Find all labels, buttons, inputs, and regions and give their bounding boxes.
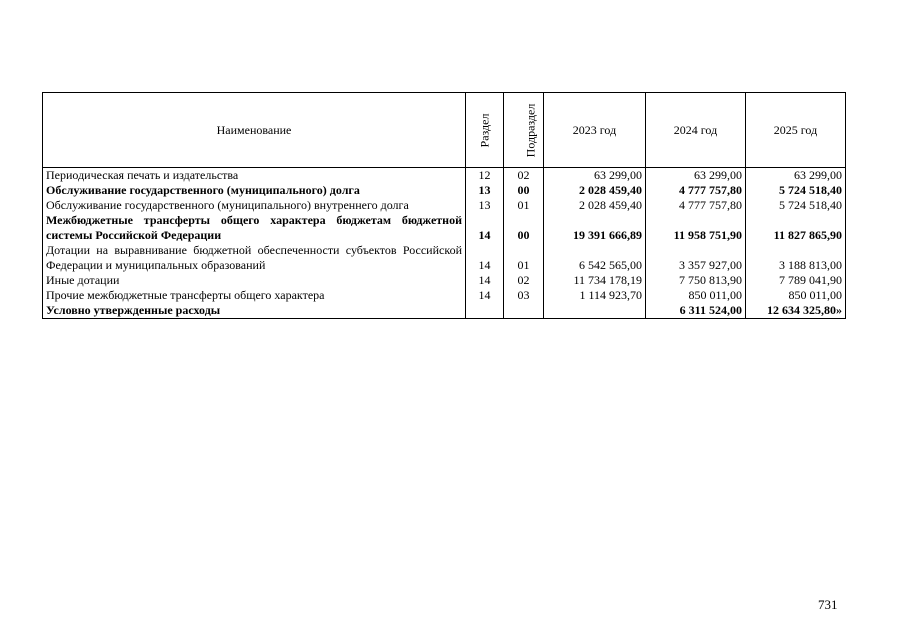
row-2023 bbox=[544, 303, 646, 319]
header-name: Наименование bbox=[43, 93, 466, 168]
row-subsection: 00 bbox=[504, 213, 544, 243]
row-2023: 2 028 459,40 bbox=[544, 198, 646, 213]
header-section-label: Раздел bbox=[476, 113, 491, 147]
row-subsection: 01 bbox=[504, 243, 544, 273]
row-subsection: 02 bbox=[504, 273, 544, 288]
row-name: Дотации на выравнивание бюджетной обеспеченности субъектов Российской Федерации и муниципальных образований bbox=[43, 243, 466, 273]
row-2025: 5 724 518,40 bbox=[746, 198, 846, 213]
row-2023: 2 028 459,40 bbox=[544, 183, 646, 198]
row-2023: 1 114 923,70 bbox=[544, 288, 646, 303]
row-subsection: 02 bbox=[504, 168, 544, 184]
row-2024: 3 357 927,00 bbox=[646, 243, 746, 273]
row-subsection: 01 bbox=[504, 198, 544, 213]
header-subsection-label: Подраздел bbox=[523, 103, 538, 157]
budget-table bbox=[42, 92, 846, 319]
page-number: 731 bbox=[818, 597, 838, 612]
row-section: 14 bbox=[466, 243, 504, 273]
row-name: Иные дотации bbox=[43, 273, 466, 288]
table-row bbox=[43, 213, 846, 243]
row-2025: 850 011,00 bbox=[746, 288, 846, 303]
row-2024: 6 311 524,00 bbox=[646, 303, 746, 319]
row-2025: 7 789 041,90 bbox=[746, 273, 846, 288]
table-row bbox=[43, 288, 846, 303]
row-name: Условно утвержденные расходы bbox=[43, 303, 466, 319]
row-section bbox=[466, 303, 504, 319]
row-2024: 4 777 757,80 bbox=[646, 198, 746, 213]
row-2025: 11 827 865,90 bbox=[746, 213, 846, 243]
row-2024: 63 299,00 bbox=[646, 168, 746, 184]
table-row bbox=[43, 273, 846, 288]
row-subsection: 00 bbox=[504, 183, 544, 198]
row-2023: 11 734 178,19 bbox=[544, 273, 646, 288]
row-section: 14 bbox=[466, 273, 504, 288]
row-2023: 19 391 666,89 bbox=[544, 213, 646, 243]
row-2025: 12 634 325,80» bbox=[746, 303, 846, 319]
row-name: Обслуживание государственного (муниципального) внутреннего долга bbox=[43, 198, 466, 213]
row-name: Межбюджетные трансферты общего характера бюджетам бюджетной системы Российской Федерации bbox=[43, 213, 466, 243]
table-row bbox=[43, 183, 846, 198]
row-name: Прочие межбюджетные трансферты общего характера bbox=[43, 288, 466, 303]
row-2025: 3 188 813,00 bbox=[746, 243, 846, 273]
row-2025: 5 724 518,40 bbox=[746, 183, 846, 198]
row-section: 13 bbox=[466, 183, 504, 198]
table-row bbox=[43, 168, 846, 184]
table-row bbox=[43, 303, 846, 319]
row-2025: 63 299,00 bbox=[746, 168, 846, 184]
row-section: 12 bbox=[466, 168, 504, 184]
header-2023: 2023 год bbox=[544, 93, 646, 168]
row-2023: 6 542 565,00 bbox=[544, 243, 646, 273]
row-subsection bbox=[504, 303, 544, 319]
header-2025: 2025 год bbox=[746, 93, 846, 168]
row-section: 13 bbox=[466, 198, 504, 213]
row-2024: 7 750 813,90 bbox=[646, 273, 746, 288]
row-name: Периодическая печать и издательства bbox=[43, 168, 466, 184]
header-2024: 2024 год bbox=[646, 93, 746, 168]
table-header-row bbox=[43, 93, 846, 168]
row-name: Обслуживание государственного (муниципального) долга bbox=[43, 183, 466, 198]
row-2024: 11 958 751,90 bbox=[646, 213, 746, 243]
row-2023: 63 299,00 bbox=[544, 168, 646, 184]
row-section: 14 bbox=[466, 213, 504, 243]
header-subsection bbox=[504, 93, 544, 168]
table-row bbox=[43, 198, 846, 213]
header-section bbox=[466, 93, 504, 168]
table-row bbox=[43, 243, 846, 273]
row-2024: 4 777 757,80 bbox=[646, 183, 746, 198]
row-subsection: 03 bbox=[504, 288, 544, 303]
row-2024: 850 011,00 bbox=[646, 288, 746, 303]
row-section: 14 bbox=[466, 288, 504, 303]
